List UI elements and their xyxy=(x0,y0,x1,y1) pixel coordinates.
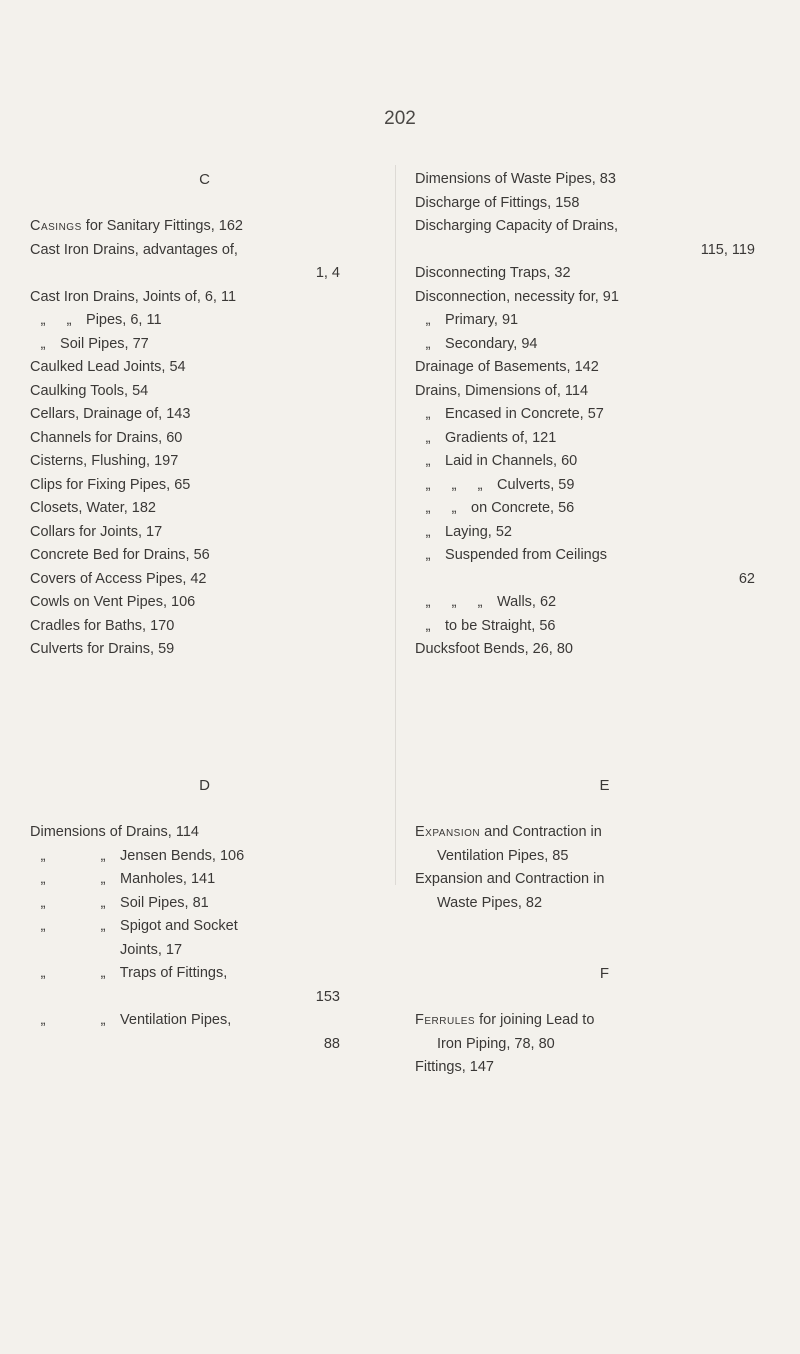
index-entry xyxy=(415,403,795,427)
index-entry xyxy=(415,474,795,498)
index-entry-continuation: Iron Piping, 78, 80 xyxy=(437,1035,555,1052)
ditto-mark: „ xyxy=(425,406,431,422)
spacer xyxy=(415,915,795,962)
index-entry: Dimensions of Waste Pipes, 83 xyxy=(415,171,616,187)
ditto-mark: „ xyxy=(425,476,431,493)
ditto-mark: „ xyxy=(451,500,457,516)
index-entry xyxy=(415,450,795,474)
ditto-mark: „ xyxy=(40,1012,46,1028)
index-entry xyxy=(415,544,795,568)
index-section-e xyxy=(415,774,795,1080)
ditto-mark: „ xyxy=(425,453,431,469)
index-entry xyxy=(30,1009,380,1033)
index-entry xyxy=(30,915,380,939)
index-entry: Ducksfoot Bends, 26, 80 xyxy=(415,641,573,657)
entry-text: Ventilation Pipes, xyxy=(120,1012,232,1028)
index-entry xyxy=(415,1009,795,1033)
index-entry: Culverts for Drains, 59 xyxy=(30,641,175,657)
index-entry xyxy=(30,286,380,310)
index-entry: Covers of Access Pipes, 42 xyxy=(30,570,207,587)
entry-text: Pipes, 6, 11 xyxy=(86,312,162,328)
entry-text: Cast Iron Drains, Joints of, 6, 11 xyxy=(30,288,237,305)
index-entry xyxy=(415,309,795,333)
index-entry xyxy=(415,521,795,545)
ditto-mark: „ xyxy=(100,871,106,887)
page-number: 202 xyxy=(384,108,416,129)
index-entry xyxy=(415,821,795,845)
index-entry: Concrete Bed for Drains, 56 xyxy=(30,547,210,563)
index-entry-continuation: 153 xyxy=(315,988,340,1005)
ditto-mark: „ xyxy=(66,312,72,328)
entry-head: Ferrules xyxy=(415,1012,476,1028)
index-entry-continuation: Ventilation Pipes, 85 xyxy=(437,847,569,864)
entry-text: Jensen Bends, 106 xyxy=(120,847,245,864)
entry-text: Culverts, 59 xyxy=(497,476,575,493)
section-heading-d: D xyxy=(199,777,211,794)
entry-text: Laying, 52 xyxy=(445,523,512,540)
entry-text: Walls, 62 xyxy=(497,594,557,610)
entry-text: Laid in Channels, 60 xyxy=(445,453,578,469)
index-entry: Expansion and Contraction in xyxy=(415,871,605,887)
entry-text: Traps of Fittings, xyxy=(119,965,228,981)
ditto-mark: „ xyxy=(425,312,431,328)
ditto-mark: „ xyxy=(425,500,431,516)
index-entry xyxy=(30,215,380,239)
ditto-mark: „ xyxy=(100,918,106,934)
ditto-mark: „ xyxy=(425,429,431,446)
index-entry: Collars for Joints, 17 xyxy=(30,523,163,540)
ditto-mark: „ xyxy=(425,617,431,634)
index-entry xyxy=(415,615,795,639)
index-column-right xyxy=(415,168,795,662)
section-heading-e: E xyxy=(599,777,611,794)
entry-text: for joining Lead to xyxy=(475,1012,595,1028)
column-divider xyxy=(395,165,396,885)
ditto-mark: „ xyxy=(477,476,483,493)
entry-text: and Contraction in xyxy=(480,824,602,840)
ditto-mark: „ xyxy=(425,523,431,540)
section-heading-c: C xyxy=(199,171,211,188)
index-entry: Caulking Tools, 54 xyxy=(30,382,149,399)
index-entry: Clips for Fixing Pipes, 65 xyxy=(30,476,191,493)
index-entry: Disconnecting Traps, 32 xyxy=(415,265,571,281)
ditto-mark: „ xyxy=(40,918,46,934)
ditto-mark: „ xyxy=(40,312,46,328)
index-entry: Drainage of Basements, 142 xyxy=(415,359,599,375)
entry-text: Gradients of, 121 xyxy=(445,429,557,446)
spacer xyxy=(30,192,380,216)
index-entry xyxy=(30,239,380,263)
ditto-mark: „ xyxy=(100,965,106,981)
index-entry: Fittings, 147 xyxy=(415,1059,494,1075)
index-entry xyxy=(415,497,795,521)
spacer xyxy=(30,798,380,822)
index-entry: Discharge of Fittings, 158 xyxy=(415,194,580,211)
index-entry xyxy=(30,892,380,916)
index-entry: Cradles for Baths, 170 xyxy=(30,617,175,634)
ditto-mark: „ xyxy=(100,847,106,864)
index-entry: Dimensions of Drains, 114 xyxy=(30,824,199,840)
index-entry: Channels for Drains, 60 xyxy=(30,429,183,446)
entry-head: Expansion xyxy=(415,824,481,840)
entry-text: Spigot and Socket xyxy=(120,918,238,934)
index-section-d xyxy=(30,774,380,1056)
index-entry: Drains, Dimensions of, 114 xyxy=(415,382,589,399)
index-entry xyxy=(415,427,795,451)
ditto-mark: „ xyxy=(451,476,457,493)
entry-text: Secondary, 94 xyxy=(445,335,538,352)
spacer xyxy=(415,986,795,1010)
entry-text: Soil Pipes, 81 xyxy=(120,894,209,911)
entry-text: to be Straight, 56 xyxy=(445,617,556,634)
index-entry: Disconnection, necessity for, 91 xyxy=(415,288,619,305)
index-entry: Closets, Water, 182 xyxy=(30,500,156,516)
spacer xyxy=(415,798,795,822)
index-entry: Cisterns, Flushing, 197 xyxy=(30,453,179,469)
index-entry-continuation: 62 xyxy=(738,570,755,587)
entry-text: for Sanitary Fittings, 162 xyxy=(81,218,243,234)
ditto-mark: „ xyxy=(40,335,46,352)
index-column-left xyxy=(30,168,380,662)
index-entry xyxy=(30,868,380,892)
index-entry xyxy=(30,962,380,986)
index-entry xyxy=(30,333,380,357)
entry-text: Soil Pipes, 77 xyxy=(60,335,149,352)
index-entry xyxy=(415,591,795,615)
index-entry-continuation: 88 xyxy=(323,1035,340,1052)
index-entry xyxy=(415,333,795,357)
index-entry: Discharging Capacity of Drains, xyxy=(415,218,619,234)
entry-text: Suspended from Ceilings xyxy=(445,547,608,563)
index-entry-continuation: 1, 4 xyxy=(315,265,340,281)
ditto-mark: „ xyxy=(451,594,457,610)
ditto-mark: „ xyxy=(40,871,46,887)
index-entry: Caulked Lead Joints, 54 xyxy=(30,359,186,375)
ditto-mark: „ xyxy=(100,894,106,911)
ditto-mark: „ xyxy=(425,594,431,610)
index-entry: Cowls on Vent Pipes, 106 xyxy=(30,594,196,610)
entry-head: Casings xyxy=(30,218,82,234)
ditto-mark: „ xyxy=(425,335,431,352)
index-entry: Cellars, Drainage of, 143 xyxy=(30,406,191,422)
entry-text: Manholes, 141 xyxy=(120,871,216,887)
index-entry xyxy=(30,845,380,869)
ditto-mark: „ xyxy=(40,894,46,911)
index-entry-continuation: Waste Pipes, 82 xyxy=(437,894,543,911)
entry-text: on Concrete, 56 xyxy=(471,500,575,516)
ditto-mark: „ xyxy=(477,594,483,610)
ditto-mark: „ xyxy=(425,547,431,563)
entry-text: Cast Iron Drains, advantages of, xyxy=(30,241,238,258)
entry-text: Encased in Concrete, 57 xyxy=(445,406,604,422)
index-entry-continuation: 115, 119 xyxy=(700,241,755,258)
ditto-mark: „ xyxy=(40,847,46,864)
section-heading-f: F xyxy=(599,965,611,982)
ditto-mark: „ xyxy=(40,965,46,981)
ditto-mark: „ xyxy=(100,1012,106,1028)
entry-text: Primary, 91 xyxy=(445,312,519,328)
index-entry-continuation: Joints, 17 xyxy=(120,941,183,958)
index-entry xyxy=(30,309,380,333)
